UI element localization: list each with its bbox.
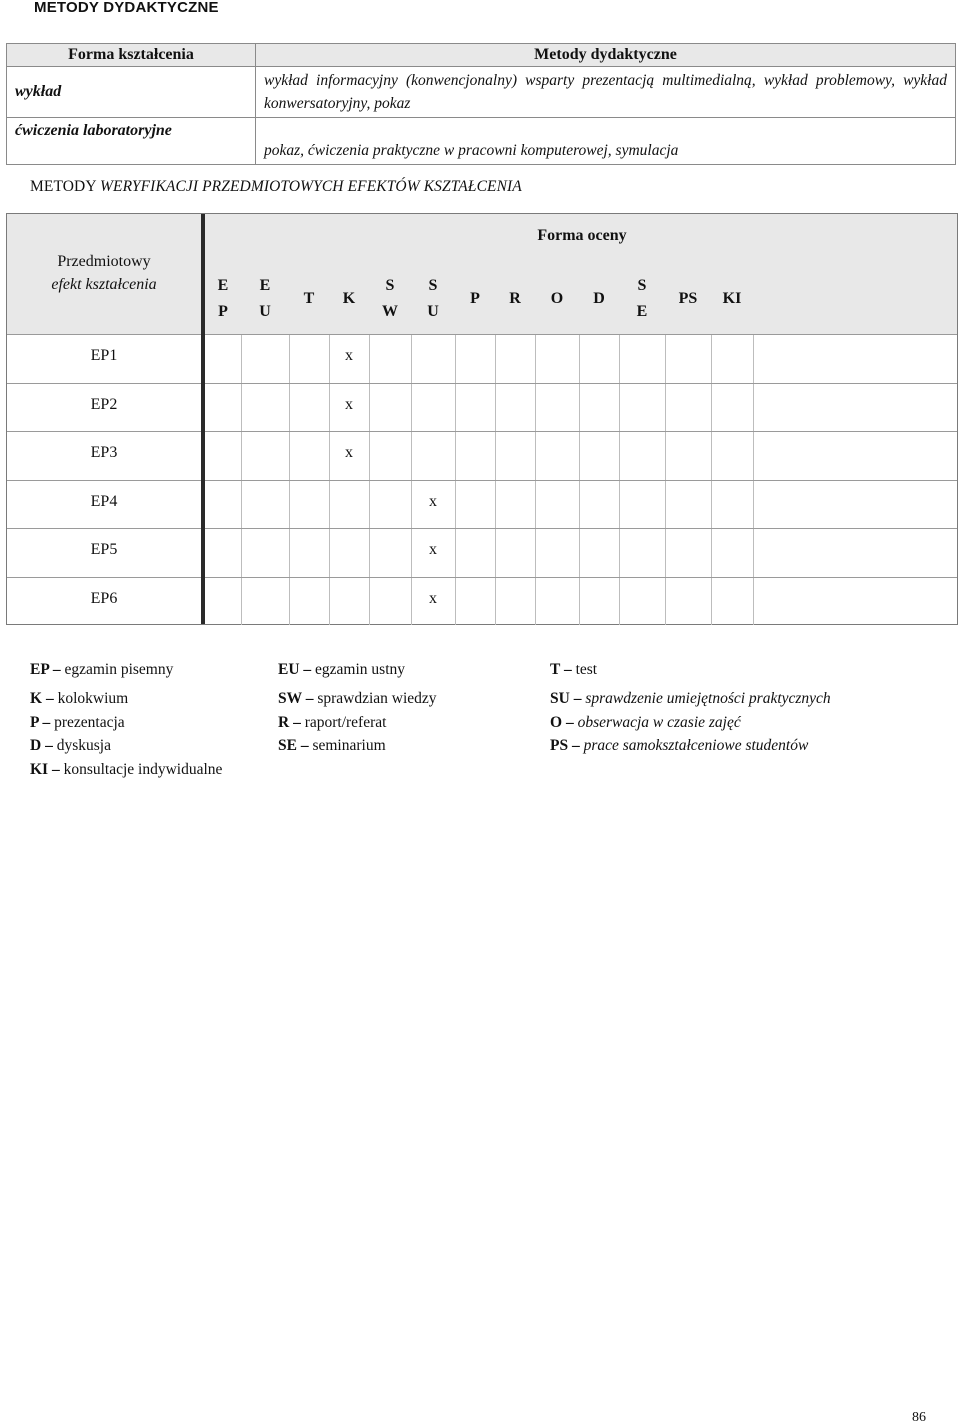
legend-item-p bbox=[30, 714, 125, 732]
legend-dash: – bbox=[48, 661, 65, 678]
column-header-sw: S W bbox=[382, 277, 398, 320]
assessment-mark: x bbox=[429, 589, 437, 607]
column-header-ps: PS bbox=[678, 290, 698, 307]
legend-item-d bbox=[30, 737, 111, 755]
table-divider bbox=[201, 214, 205, 624]
legend-desc: prezentacja bbox=[54, 714, 125, 731]
assessment-mark: x bbox=[429, 492, 437, 510]
row-label-ep6: EP6 bbox=[90, 589, 118, 607]
legend-desc: egzamin pisemny bbox=[64, 661, 174, 678]
legend-desc: dyskusja bbox=[56, 737, 111, 754]
column-header-k: K bbox=[342, 290, 356, 307]
legend-item-se bbox=[278, 737, 386, 755]
legend-item-sw bbox=[278, 690, 437, 708]
row-divider bbox=[7, 480, 957, 481]
row-divider bbox=[7, 528, 957, 529]
legend-abbr: K bbox=[30, 690, 43, 707]
legend-desc: seminarium bbox=[312, 737, 386, 754]
legend-desc: obserwacja w czasie zajęć bbox=[577, 714, 741, 731]
assessment-mark: x bbox=[345, 347, 353, 364]
effect-header bbox=[7, 214, 201, 334]
legend-desc: raport/referat bbox=[304, 714, 387, 731]
column-header-r: R bbox=[509, 290, 521, 307]
legend-dash: – bbox=[41, 737, 57, 754]
column-header-o: O bbox=[550, 290, 564, 307]
column-header-t: T bbox=[303, 290, 315, 307]
legend-item-k bbox=[30, 690, 128, 708]
table-row bbox=[7, 118, 956, 165]
legend-abbr: R bbox=[278, 714, 290, 731]
header-methods: Metody dydaktyczne bbox=[256, 44, 956, 67]
row-label-ep3: EP3 bbox=[90, 444, 118, 461]
legend-abbr: EP bbox=[30, 661, 49, 678]
legend-abbr: PS bbox=[550, 737, 569, 754]
legend-desc: sprawdzian wiedzy bbox=[317, 690, 437, 707]
legend-dash: – bbox=[301, 690, 318, 707]
legend-desc: prace samokształceniowe studentów bbox=[583, 737, 809, 754]
legend-abbr: O bbox=[550, 714, 563, 731]
effect-header-line2: efekt kształcenia bbox=[51, 276, 157, 293]
legend-item-eu bbox=[278, 661, 405, 679]
header-form bbox=[7, 44, 256, 67]
row-divider bbox=[7, 334, 957, 335]
legend-item-ep bbox=[30, 661, 173, 679]
column-header-ep: E P bbox=[217, 277, 229, 320]
row-divider bbox=[7, 431, 957, 432]
legend-abbr: SW bbox=[278, 690, 302, 707]
legend-abbr: T bbox=[550, 661, 561, 678]
column-header-se: S E bbox=[636, 277, 648, 320]
legend-dash: – bbox=[299, 661, 316, 678]
header-form-label: Forma kształcenia bbox=[68, 46, 194, 63]
methods-cell: pokaz, ćwiczenia praktyczne w pracowni komputerowej, symulacja bbox=[256, 118, 956, 165]
form-cell: ćwiczenia laboratoryjne bbox=[7, 118, 256, 165]
legend-item-su bbox=[550, 690, 831, 708]
row-label-ep1: EP1 bbox=[90, 347, 118, 364]
legend-item-o bbox=[550, 714, 741, 732]
legend-abbr: KI bbox=[30, 761, 49, 778]
assessment-mark: x bbox=[429, 541, 437, 558]
legend-abbr: SE bbox=[278, 737, 297, 754]
column-header-su: S U bbox=[427, 277, 439, 320]
methods-cell: wykład informacyjny (konwencjonalny) wsparty prezentacją multimedialną, wykład problemowy, wykład konwersatoryjny, pokaz bbox=[256, 67, 956, 118]
page-title: METODY DYDAKTYCZNE bbox=[34, 0, 219, 16]
legend-dash: – bbox=[289, 714, 305, 731]
legend-item-ps bbox=[550, 737, 808, 755]
column-header-eu: E U bbox=[259, 277, 271, 320]
assessment-mark: x bbox=[345, 395, 353, 413]
column-header-p: P bbox=[470, 290, 480, 307]
effect-header-line1: Przedmiotowy bbox=[57, 253, 151, 270]
assessment-mark: x bbox=[345, 444, 353, 461]
row-label-ep2: EP2 bbox=[90, 395, 118, 413]
verification-table bbox=[6, 213, 958, 625]
legend-desc: konsultacje indywidualne bbox=[63, 761, 223, 778]
legend-item-t bbox=[550, 661, 597, 679]
row-divider bbox=[7, 383, 957, 384]
legend-abbr: EU bbox=[278, 661, 300, 678]
column-header-ki: KI bbox=[722, 290, 742, 307]
legend-desc: kolokwium bbox=[57, 690, 129, 707]
legend-abbr: D bbox=[30, 737, 42, 754]
legend-item-ki bbox=[30, 761, 222, 779]
heading-plain: METODY bbox=[30, 178, 101, 195]
verification-heading bbox=[30, 178, 522, 196]
legend-dash: – bbox=[569, 690, 586, 707]
legend-dash: – bbox=[568, 737, 584, 754]
legend-desc: sprawdzenie umiejętności praktycznych bbox=[585, 690, 831, 707]
legend-desc: egzamin ustny bbox=[315, 661, 406, 678]
heading-italic: WERYFIKACJI PRZEDMIOTOWYCH EFEKTÓW KSZTAŁCENIA bbox=[100, 178, 522, 195]
column-header-d: D bbox=[593, 290, 605, 307]
form-cell: wykład bbox=[7, 67, 256, 118]
row-label-ep4: EP4 bbox=[90, 492, 118, 510]
teaching-methods-table bbox=[6, 43, 956, 165]
legend-item-r bbox=[278, 714, 386, 732]
legend-dash: – bbox=[296, 737, 313, 754]
legend-abbr: P bbox=[30, 714, 39, 731]
row-divider bbox=[7, 577, 957, 578]
legend-dash: – bbox=[560, 661, 576, 678]
legend-dash: – bbox=[42, 690, 58, 707]
legend-abbr: SU bbox=[550, 690, 570, 707]
methods-table-header bbox=[7, 44, 956, 67]
legend-dash: – bbox=[562, 714, 578, 731]
page-number: 86 bbox=[912, 1410, 926, 1425]
legend-desc: test bbox=[575, 661, 598, 678]
row-label-ep5: EP5 bbox=[90, 541, 118, 558]
legend-dash: – bbox=[48, 761, 64, 778]
table-row bbox=[7, 67, 956, 118]
legend-dash: – bbox=[38, 714, 55, 731]
forma-oceny-label: Forma oceny bbox=[537, 227, 627, 244]
